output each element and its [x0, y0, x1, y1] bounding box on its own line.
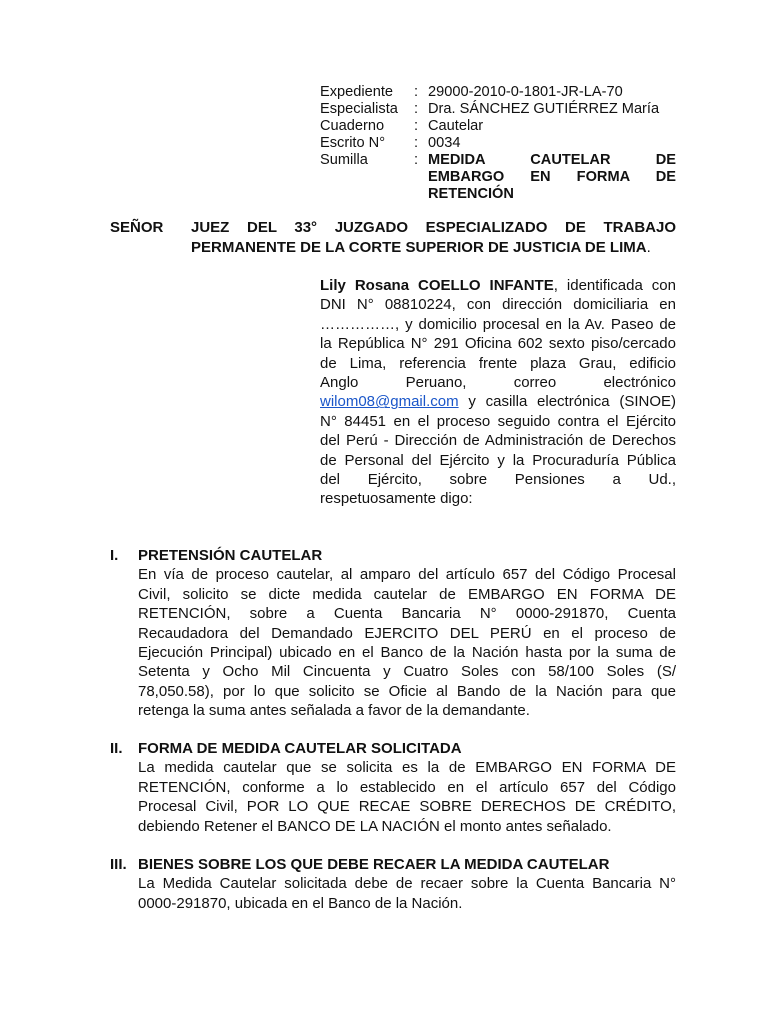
section-line: retenga la suma antes señalada a favor de la demandante.: [138, 702, 530, 720]
intro-line: DNI N° 08810224, con dirección domiciliaria en: [320, 296, 676, 314]
section-number: I.: [110, 547, 119, 564]
section-line: La medida cautelar que se solicita es la de EMBARGO EN FORMA DE: [138, 759, 676, 777]
addressee-line: PERMANENTE DE LA CORTE SUPERIOR DE JUSTICIA DE LIMA: [191, 239, 647, 256]
intro-line: [320, 276, 676, 295]
header-colon: :: [413, 152, 419, 168]
sumilla-value: [428, 152, 676, 203]
section-pretension: [110, 546, 676, 721]
section-line: En vía de proceso cautelar, al amparo del artículo 657 del Código Procesal: [138, 566, 676, 584]
sumilla-line: RETENCIÓN: [428, 186, 514, 202]
section-line: 78,050.58), por lo que solicito se Oficie al Bando de la Nación para que: [138, 682, 676, 700]
header-row-expediente: [320, 84, 676, 101]
section-line: Setenta y Ocho Mil Cincuenta y Cuatro Soles con 58/100 Soles (S/: [138, 663, 676, 681]
header-row-especialista: [320, 101, 676, 118]
section-title: BIENES SOBRE LOS QUE DEBE RECAER LA MEDIDA CAUTELAR: [138, 856, 610, 873]
section-line: Recaudadora del Demandado EJERCITO DEL PERÚ en el proceso de: [138, 624, 676, 642]
intro-line: la República N° 291 Oficina 602 sexto piso/cercado: [320, 335, 676, 353]
header-label: Cuaderno: [320, 118, 385, 134]
header-value: Dra. SÁNCHEZ GUTIÉRREZ María: [428, 101, 660, 117]
email-link[interactable]: wilom08@gmail.com: [320, 393, 459, 411]
section-line: RETENCIÓN, sobre a Cuenta Bancaria N° 0000-291870, Cuenta: [138, 605, 676, 623]
header-row-cuaderno: [320, 118, 676, 135]
addressee-period: .: [646, 239, 651, 256]
section-line: Procesal Civil, POR LO QUE RECAE SOBRE DERECHOS DE CRÉDITO,: [138, 798, 676, 816]
addressee-line: JUEZ DEL 33° JUZGADO ESPECIALIZADO DE TRABAJO: [191, 219, 676, 236]
addressee-text: [191, 218, 676, 258]
intro-text: , identificada con: [553, 277, 676, 294]
section-line: debiendo Retener el BANCO DE LA NACIÓN el monto antes señalado.: [138, 817, 612, 835]
intro-line: N° 84451 en el proceso seguido contra el Ejército: [320, 412, 676, 430]
intro-line: del Ejército, sobre Pensiones a Ud.,: [320, 471, 676, 489]
intro-line: de Lima, referencia frente plaza Grau, edificio: [320, 354, 676, 372]
header-row-sumilla: [320, 152, 676, 203]
section-line: La Medida Cautelar solicitada debe de recaer sobre la Cuenta Bancaria N°: [138, 875, 676, 893]
section-forma-medida: [110, 739, 676, 836]
intro-line: de Personal del Ejército y la Procuraduría Pública: [320, 451, 676, 469]
case-header: [320, 84, 676, 203]
header-label: Expediente: [320, 84, 394, 100]
applicant-name: Lily Rosana COELLO INFANTE: [320, 277, 554, 294]
header-label: Especialista: [320, 101, 398, 117]
section-title: PRETENSIÓN CAUTELAR: [138, 547, 323, 564]
intro-line: Anglo Peruano, correo electrónico: [320, 374, 676, 392]
header-value: Cautelar: [428, 118, 484, 134]
header-colon: :: [413, 135, 419, 151]
section-body: [138, 874, 676, 913]
section-line: RETENCIÓN, conforme a lo establecido en el artículo 657 del Código: [138, 778, 676, 796]
header-value: 29000-2010-0-1801-JR-LA-70: [428, 84, 623, 100]
section-line: 0000-291870, ubicada en el Banco de la Nación.: [138, 894, 463, 912]
sumilla-line: MEDIDA CAUTELAR DE: [428, 152, 676, 168]
header-colon: :: [413, 101, 419, 117]
intro-paragraph: [320, 276, 676, 509]
intro-line: [320, 392, 676, 411]
intro-line: ……………, y domicilio procesal en la Av. Paseo de: [320, 315, 676, 333]
addressee-label: SEÑOR: [110, 219, 164, 236]
section-line: Ejecución Principal) ubicado en el Banco de la Nación hasta por la suma de: [138, 644, 676, 662]
header-row-escrito: [320, 135, 676, 152]
header-colon: :: [413, 118, 419, 134]
sumilla-line: EMBARGO EN FORMA DE: [428, 169, 676, 185]
intro-line: del Perú - Dirección de Administración de Derechos: [320, 432, 676, 450]
intro-line: respetuosamente digo:: [320, 490, 473, 508]
section-body: [138, 758, 676, 836]
section-body: [138, 565, 676, 720]
header-label: Escrito N°: [320, 135, 386, 151]
section-number: II.: [110, 740, 123, 757]
header-value: 0034: [428, 135, 461, 151]
section-bienes: [110, 855, 676, 913]
section-line: Civil, solicito se dicte medida cautelar de EMBARGO EN FORMA DE: [138, 585, 676, 603]
section-number: III.: [110, 856, 127, 873]
section-title: FORMA DE MEDIDA CAUTELAR SOLICITADA: [138, 740, 462, 757]
header-colon: :: [413, 84, 419, 100]
header-label: Sumilla: [320, 152, 368, 168]
intro-text: y casilla electrónica (SINOE): [458, 393, 676, 411]
